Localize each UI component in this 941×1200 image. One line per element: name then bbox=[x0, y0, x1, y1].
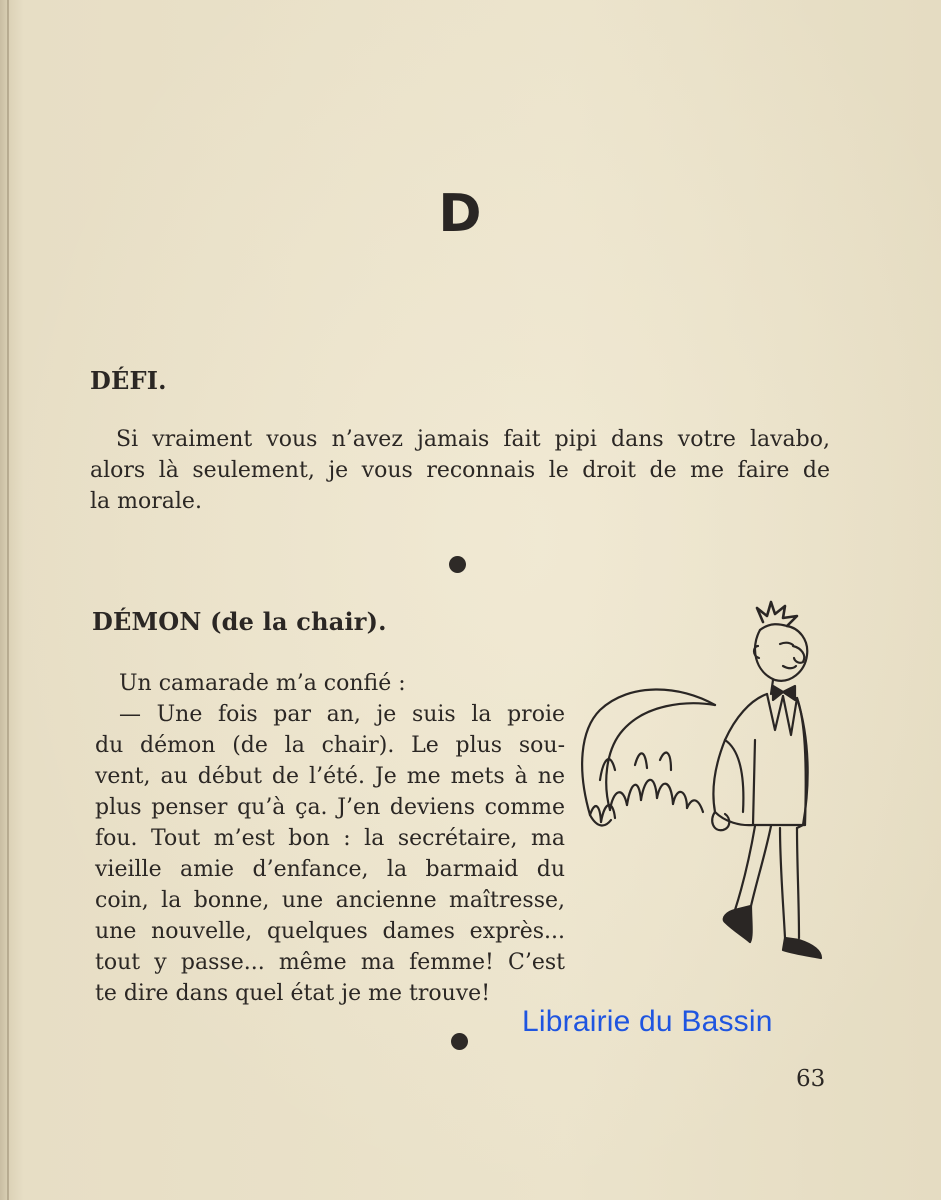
entry-heading-defi: DÉFI. bbox=[90, 366, 167, 395]
text-line: coin, la bonne, une ancienne maîtresse, bbox=[95, 888, 565, 913]
entry-heading-demon: DÉMON (de la chair). bbox=[92, 607, 387, 636]
text-line: — Une fois par an, je suis la proie bbox=[119, 702, 565, 727]
page-number: 63 bbox=[796, 1066, 826, 1092]
text-line: te dire dans quel état je me trouve! bbox=[95, 981, 491, 1006]
text-line: plus penser qu’à ça. J’en deviens comme bbox=[95, 795, 565, 820]
entry-text-demon bbox=[95, 668, 565, 1009]
section-separator-dot bbox=[451, 1033, 468, 1050]
text-line: tout y passe... même ma femme! C’est bbox=[95, 950, 565, 975]
watermark-label: Librairie du Bassin bbox=[522, 1005, 773, 1038]
text-line: alors là seulement, je vous reconnais le droit de me faire de bbox=[90, 458, 830, 483]
man-with-rooster-tail-illustration bbox=[575, 600, 825, 970]
right-shoe bbox=[783, 938, 821, 958]
entry-text-defi bbox=[90, 424, 830, 517]
text-line: fou. Tout m’est bon : la secrétaire, ma bbox=[95, 826, 565, 851]
rooster-tail-feathers bbox=[582, 689, 715, 825]
page-gutter bbox=[7, 0, 9, 1200]
section-separator-dot bbox=[449, 556, 466, 573]
text-line: Un camarade m’a confié : bbox=[119, 671, 406, 696]
text-line: vieille amie d’enfance, la barmaid du bbox=[95, 857, 565, 882]
text-line: la morale. bbox=[90, 489, 202, 514]
text-line: une nouvelle, quelques dames exprès... bbox=[95, 919, 565, 944]
text-line: vent, au début de l’été. Je me mets à ne bbox=[95, 764, 565, 789]
man-head bbox=[754, 602, 807, 681]
man-jacket bbox=[713, 694, 807, 828]
text-line: du démon (de la chair). Le plus sou- bbox=[95, 733, 565, 758]
left-shoe bbox=[724, 906, 752, 942]
text-line: Si vraiment vous n’avez jamais fait pipi dans votre lavabo, bbox=[116, 427, 830, 452]
chapter-letter: D bbox=[438, 184, 482, 244]
